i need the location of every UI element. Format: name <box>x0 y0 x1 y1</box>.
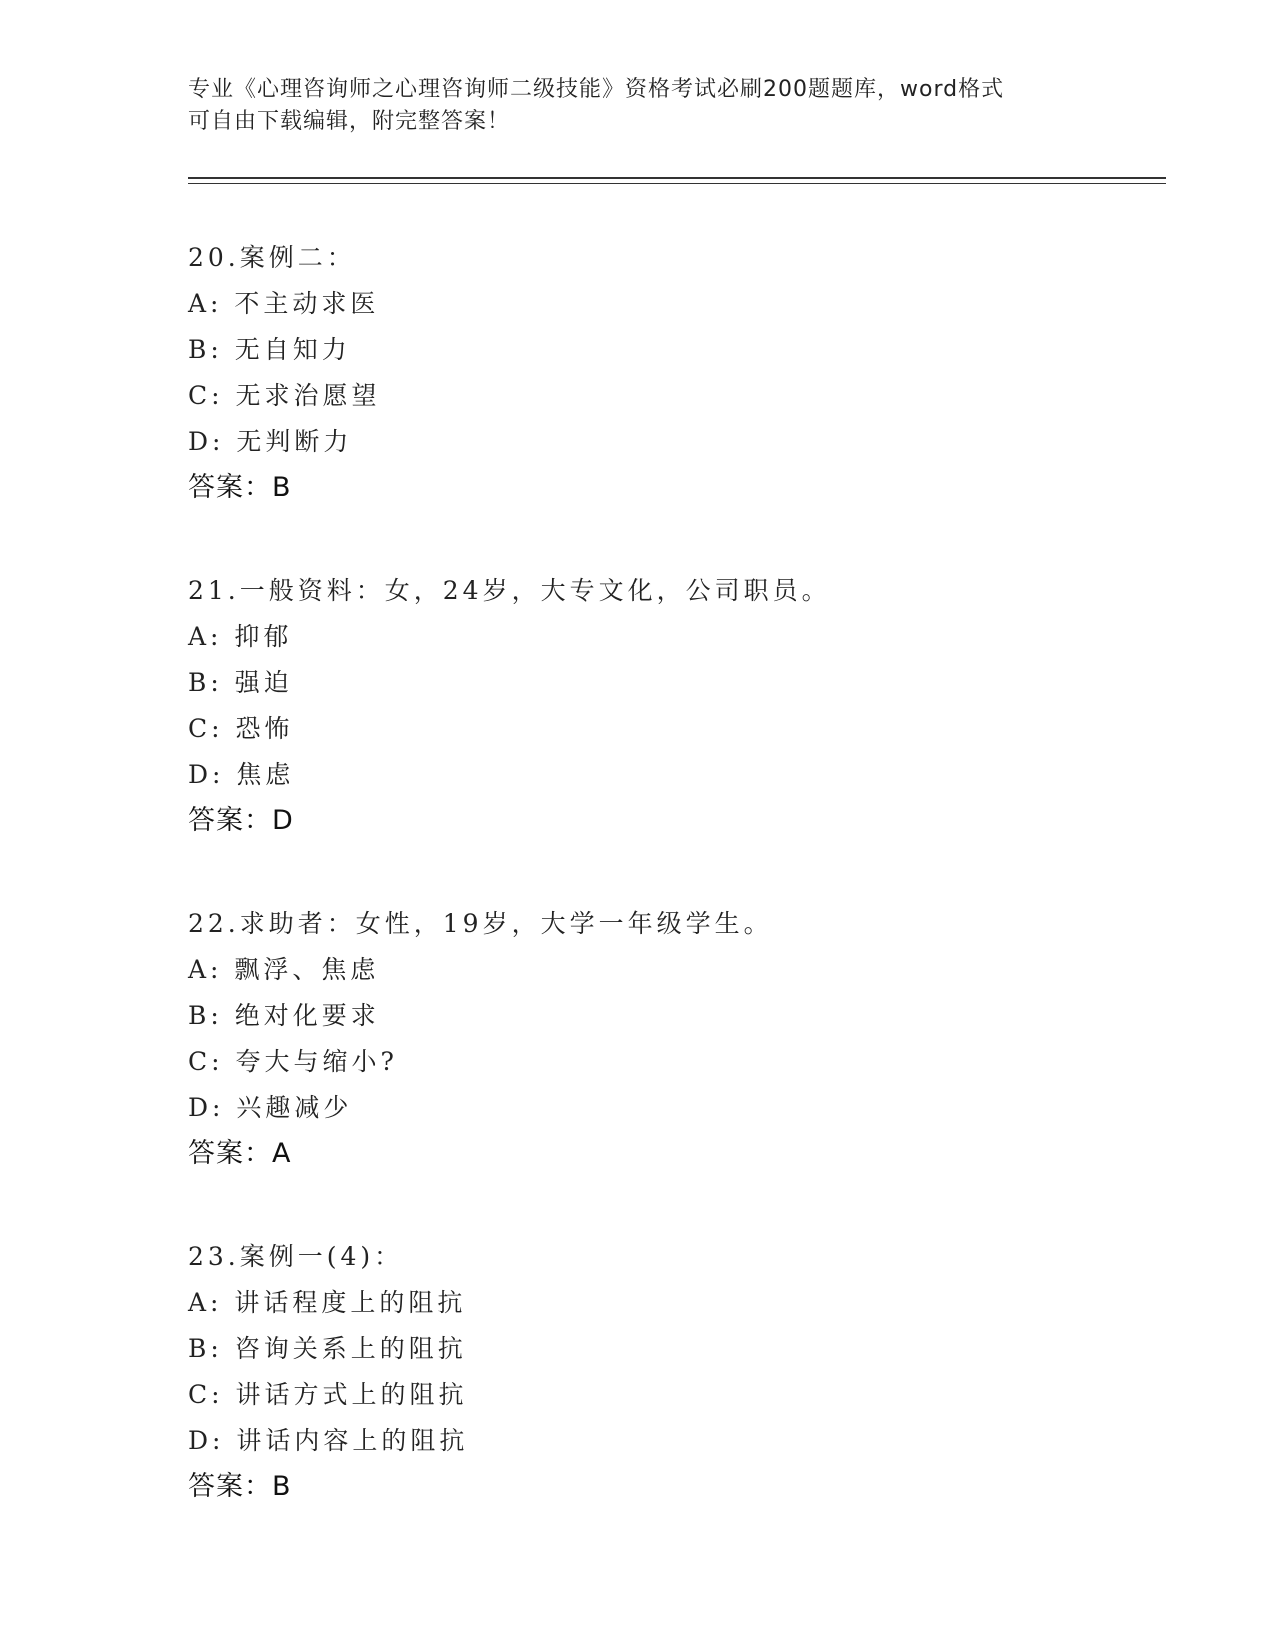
option-c: C: 夸大与缩小? <box>188 1047 398 1076</box>
question-20 <box>188 235 1168 511</box>
option-a: A: 不主动求医 <box>188 289 380 318</box>
header-divider-thick <box>188 177 1166 179</box>
option-b: B: 强迫 <box>188 668 293 697</box>
option-b: B: 绝对化要求 <box>188 1001 380 1030</box>
option-a: A: 飘浮、焦虑 <box>188 955 380 984</box>
option-c: C: 讲话方式上的阻抗 <box>188 1380 468 1409</box>
answer-line: 答案：D <box>188 805 294 836</box>
question-stem: 21.一般资料：女，24岁，大专文化，公司职员。 <box>188 576 831 605</box>
question-stem: 20.案例二： <box>188 243 356 272</box>
question-stem: 23.案例一(4)： <box>188 1242 404 1271</box>
header-divider-thin <box>188 183 1166 184</box>
option-a: A: 讲话程度上的阻抗 <box>188 1288 467 1317</box>
document-header <box>188 74 1088 138</box>
question-stem: 22.求助者：女性，19岁，大学一年级学生。 <box>188 909 773 938</box>
header-line-2: 可自由下载编辑，附完整答案！ <box>188 109 511 134</box>
question-23 <box>188 1234 1168 1510</box>
question-22 <box>188 901 1168 1177</box>
option-d: D: 无判断力 <box>188 427 353 456</box>
option-b: B: 无自知力 <box>188 335 351 364</box>
answer-line: 答案：A <box>188 1138 292 1169</box>
answer-line: 答案：B <box>188 1471 292 1502</box>
option-d: D: 兴趣减少 <box>188 1093 353 1122</box>
option-c: C: 无求治愿望 <box>188 381 381 410</box>
question-21 <box>188 568 1168 844</box>
option-d: D: 讲话内容上的阻抗 <box>188 1426 469 1455</box>
option-c: C: 恐怖 <box>188 714 294 743</box>
header-line-1: 专业《心理咨询师之心理咨询师二级技能》资格考试必刷200题题库，word格式 <box>188 77 1005 102</box>
answer-line: 答案：B <box>188 472 292 503</box>
question-list <box>188 235 1168 1567</box>
option-d: D: 焦虑 <box>188 760 295 789</box>
option-b: B: 咨询关系上的阻抗 <box>188 1334 467 1363</box>
option-a: A: 抑郁 <box>188 622 293 651</box>
